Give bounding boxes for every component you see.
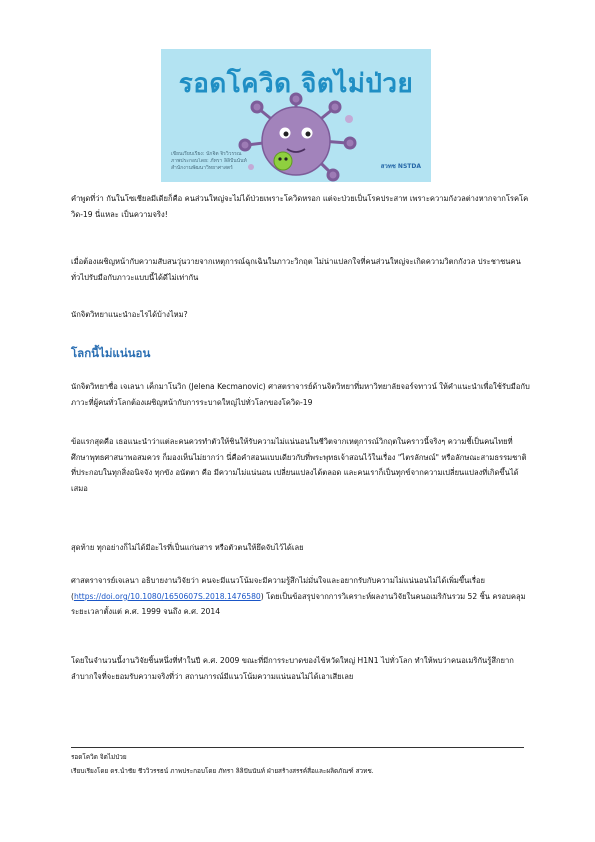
doi-link[interactable]: https://doi.org/10.1080/1650607S.2018.1476580	[73, 591, 261, 601]
header-banner	[161, 49, 431, 182]
banner-credit-line: ภาพประกอบโดย: ภัทรา ลิลิปันนันท์	[171, 158, 247, 164]
paragraph-h1n1: โดยในจำนวนนี้งานวิจัยชิ้นหนึ่งที่ทำในปี ค.ศ. 2009 ขณะที่มีการระบาดของไข้หวัดใหญ่ H1N1 ไปทั่วโลก ทำให้พบว่าคนอเมริกันรู้สึกยากลำบากใจที่จะยอมรับความจริงที่ว่า สถานการณ์มีแนวโน้มความแน่นอนไม่ได้เอาเสียเลย	[71, 656, 514, 681]
paragraph-uncertainty: ข้อแรกสุดคือ เธอแนะนำว่าแต่ละคนควรทำตัวให้ชินให้รับความไม่แน่นอนในชีวิตจากเหตุการณ์วิกฤตในคราวนี้จริงๆ ความชี้เป็นคนไทยที่ศึกษาพุทธศาสนาพอสมควร ก็มองเห็นไม่ยากว่า นี่คือคำสอนแบบเดียวกับที่พระพุทธเจ้าสอนไว้ในเรื่อง "ไตรลักษณ์" หรือลักษณะสามธรรมชาติที่ประกอบในทุกสิ่งอนิจจัง ทุกขัง อนัตตา คือ มีความไม่แน่นอน เปลี่ยนแปลงได้ตลอด และคนเราก็เป็นทุกข์จากความเปลี่ยนแปลงที่เกิดขึ้นได้เสมอ	[71, 437, 527, 493]
paragraph-question: นักจิตวิทยาแนะนำอะไรได้บ้างไหม?	[71, 310, 188, 319]
paragraph-research	[71, 573, 531, 620]
paragraph-final: สุดท้าย ทุกอย่างก็ไม่ได้มีอะไรที่เป็นแก่นสาร หรือตัวตนให้ยึดจับไว้ได้เลย	[71, 543, 304, 552]
research-text-before: ศาสตราจารย์เจเลนา อธิบายงานวิจัยว่า คนจะมีแนวโน้มจะมีความรู้สึกไม่มั่นใจและอยากรับกับความไม่แน่นอนไม่ได้เพิ่มขึ้นเรื่อย (	[71, 576, 485, 601]
paragraph-psychologist: นักจิตวิทยาชื่อ เจเลนา เค็กมาโนวิก (Jelena Kecmanovic) ศาสตราจารย์ด้านจิตวิทยาที่มหาวิทยาลัยจอร์จทาวน์ ให้คำแนะนำเพื่อใช้รับมือกับภาวะที่ผู้คนทั่วโลกต้องเผชิญหน้ากับการระบาดใหญ่ไปทั่วโลกของโควิด-19	[71, 382, 530, 407]
banner-credit-line: เขียนเรียบเรียง: นักจิต จิรวิวรรณ	[171, 151, 242, 157]
paragraph-intro: คำพูดที่ว่า กันในโซเชียลมีเดียก็คือ คนส่วนใหญ่จะไม่ได้ป่วยเพราะโควิดหรอก แต่จะป่วยเป็นโรคประสาท เพราะความกังวลต่างหากจากโรคโควิด-19 นี่แหละ เป็นความจริง!	[71, 194, 529, 219]
paragraph-anxiety: เมื่อต้องเผชิญหน้ากับความสับสนวุ่นวายจากเหตุการณ์ฉุกเฉินในภาวะวิกฤต ไม่น่าแปลกใจที่คนส่วนใหญ่จะเกิดความวิตกกังวล ประชาชนคนทั่วไปรับมือกับภาวะแบบนี้ได้ดีไม่เท่ากัน	[71, 257, 521, 282]
research-text-after: ) โดยเป็นข้อสรุปจากการวิเคราะห์ผลงานวิจัยในคนอเมริกันรวม 52 ชิ้น ครอบคลุมระยะเวลาตั้งแต่ ค.ศ. 1999 จนถึง ค.ศ. 2014	[71, 591, 526, 616]
nstda-logo: สวทช NSTDA	[380, 163, 421, 170]
footer	[71, 751, 531, 778]
footer-divider	[71, 747, 524, 748]
banner-title: รอดโควิด จิตไม่ป่วย	[178, 69, 414, 99]
section-heading: โลกนี้ไม่แน่นอน	[71, 346, 151, 360]
banner-credit	[171, 151, 271, 172]
footer-title: รอดโควิด จิตไม่ป่วย	[71, 753, 127, 761]
footer-credit: เรียบเรียงโดย ดร.นำชัย ชีววิวรรธน์ ภาพประกอบโดย ภัทรา ลิลิปันนันท์ ฝ่ายสร้างสรรค์สื่อและผลิตภัณฑ์ สวทช.	[71, 766, 374, 775]
banner-credit-line: สำนักงานพัฒนาวิทยาศาสตร์	[171, 165, 233, 171]
